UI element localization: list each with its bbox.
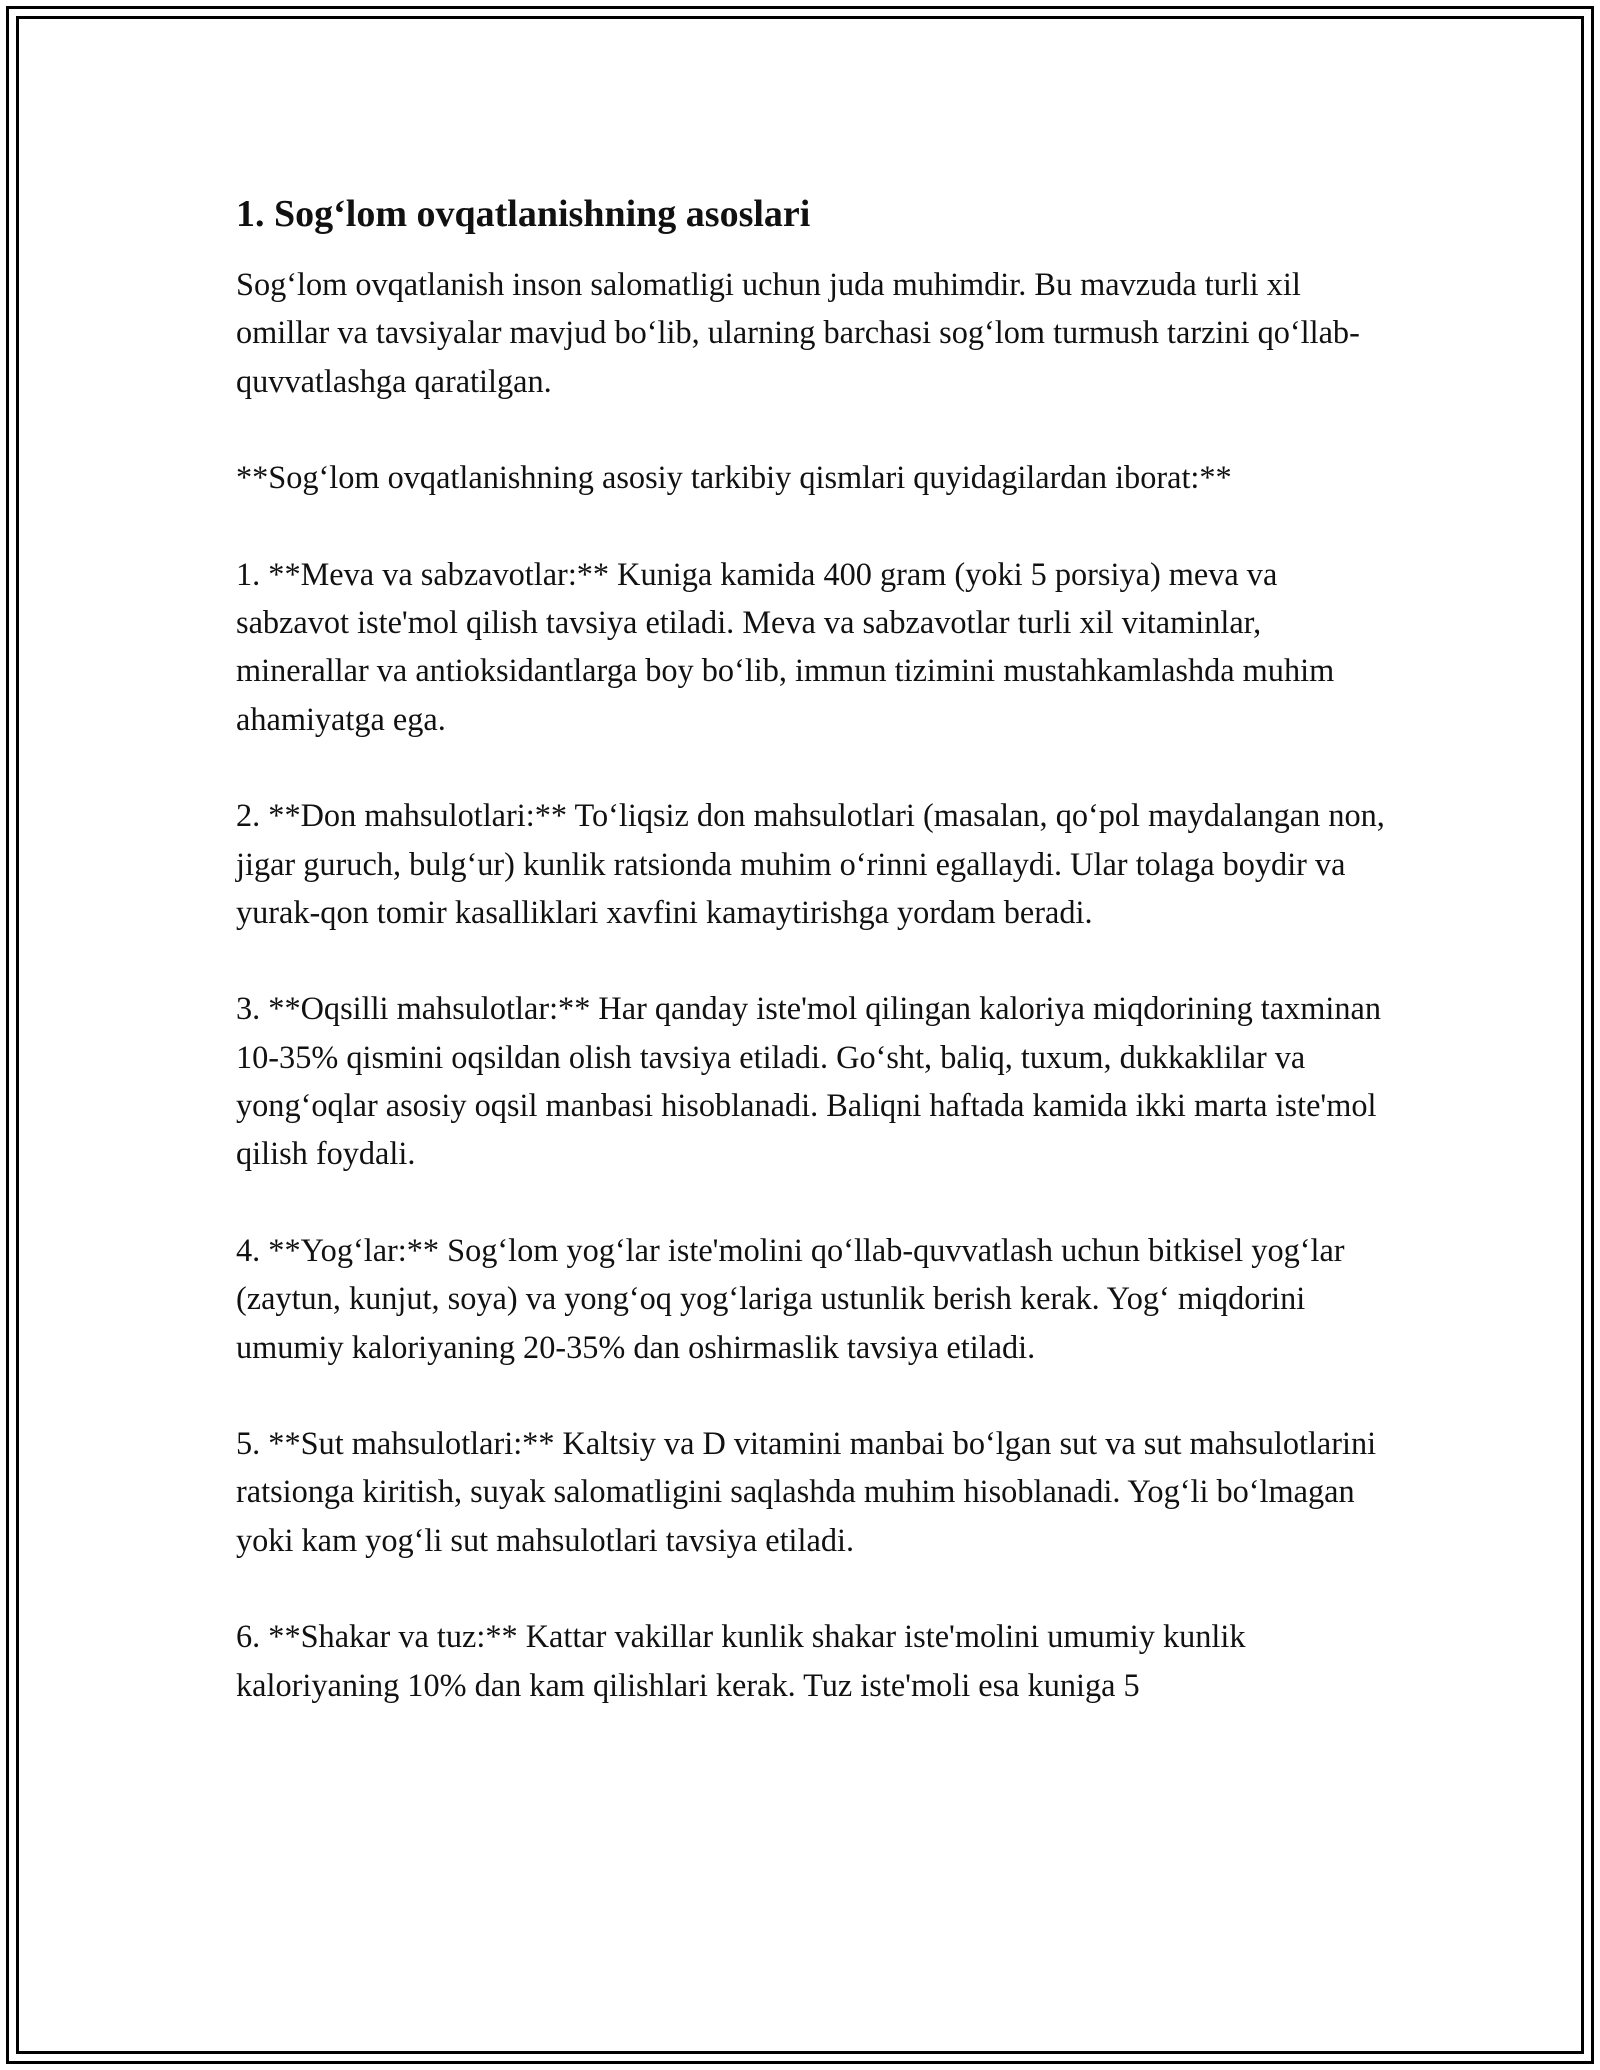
item-dairy-products: 5. **Sut mahsulotlari:** Kaltsiy va D vitamini manbai bo‘lgan sut va sut mahsulotlarini ratsionga kiritish, suyak salomatligini saqlashda muhim hisoblanadi. Yog‘li bo‘lmagan yoki kam yog‘li sut mahsulotlari tavsiya etiladi. <box>236 1425 1377 1558</box>
section-heading: 1. Sog‘lom ovqatlanishning asoslari <box>236 193 811 235</box>
item-grain-products: 2. **Don mahsulotlari:** To‘liqsiz don mahsulotlari (masalan, qo‘pol maydalangan non, jigar guruch, bulg‘ur) kunlik ratsionda muhim o‘rinni egallaydi. Ular tolaga boydir va yurak-qon tomir kasalliklari xavfini kamaytirishga yordam beradi. <box>236 797 1385 930</box>
document-body <box>236 186 1396 1709</box>
components-lead-paragraph: **Sog‘lom ovqatlanishning asosiy tarkibiy qismlari quyidagilardan iborat:** <box>236 459 1232 496</box>
item-protein-products: 3. **Oqsilli mahsulotlar:** Har qanday iste'mol qilingan kaloriya miqdorining taxminan 10-35% qismini oqsildan olish tavsiya etiladi. Go‘sht, baliq, tuxum, dukkaklilar va yong‘oqlar asosiy oqsil manbasi hisoblanadi. Baliqni haftada kamida ikki marta iste'mol qilish foydali. <box>236 990 1381 1172</box>
item-fruits-vegetables: 1. **Meva va sabzavotlar:** Kuniga kamida 400 gram (yoki 5 porsiya) meva va sabzavot iste'mol qilish tavsiya etiladi. Meva va sabzavotlar turli xil vitaminlar, minerallar va antioksidantlarga boy bo‘lib, immun tizimini mustahkamlashda muhim ahamiyatga ega. <box>236 555 1335 737</box>
item-sugar-salt: 6. **Shakar va tuz:** Kattar vakillar kunlik shakar iste'molini umumiy kunlik kaloriyaning 10% dan kam qilishlari kerak. Tuz iste'moli esa kuniga 5 <box>236 1618 1246 1703</box>
intro-paragraph: Sog‘lom ovqatlanish inson salomatligi uchun juda muhimdir. Bu mavzuda turli xil omillar va tavsiyalar mavjud bo‘lib, ularning barchasi sog‘lom turmush tarzini qo‘llab-quvvatlashga qaratilgan. <box>236 266 1360 399</box>
item-fats: 4. **Yog‘lar:** Sog‘lom yog‘lar iste'molini qo‘llab-quvvatlash uchun bitkisel yog‘lar (zaytun, kunjut, soya) va yong‘oq yog‘lariga ustunlik berish kerak. Yog‘ miqdorini umumiy kaloriyaning 20-35% dan oshirmaslik tavsiya etiladi. <box>236 1231 1345 1365</box>
